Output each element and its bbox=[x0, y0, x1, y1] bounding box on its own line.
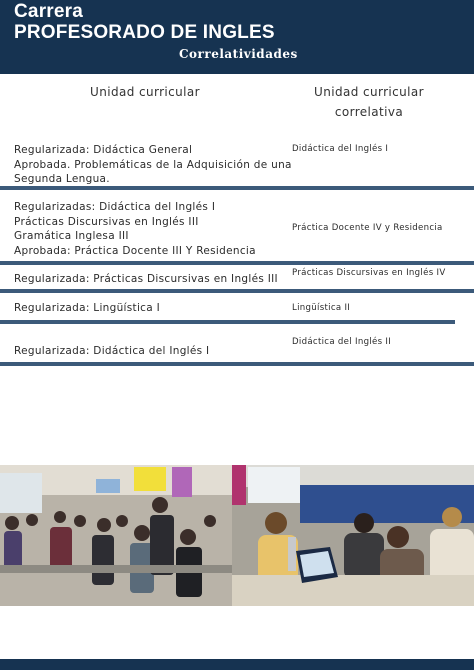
requirement-line: Aprobada: Práctica Docente III Y Residencia bbox=[14, 244, 256, 257]
program-title: PROFESORADO DE INGLES bbox=[14, 22, 275, 43]
requirement-line: Aprobada. Problemáticas de la Adquisición de una bbox=[14, 158, 292, 171]
row-divider bbox=[0, 289, 474, 293]
row-4-requirements bbox=[14, 301, 160, 316]
row-3-subject: Prácticas Discursivas en Inglés IV bbox=[292, 268, 446, 278]
page-header bbox=[0, 0, 474, 74]
requirement-line: Regularizada: Didáctica del Inglés I bbox=[14, 345, 210, 357]
page-subtitle: Correlatividades bbox=[179, 47, 298, 61]
requirement-line: Regularizada: Didáctica General bbox=[14, 144, 193, 156]
requirement-line: Prácticas Discursivas en Inglés III bbox=[14, 215, 199, 228]
row-2-requirements bbox=[14, 200, 256, 258]
requirement-line: Regularizadas: Didáctica del Inglés I bbox=[14, 201, 216, 213]
requirement-line: Regularizada: Prácticas Discursivas en Inglés III bbox=[14, 273, 278, 285]
column-header-correlative-line2: correlativa bbox=[334, 105, 404, 119]
row-divider bbox=[0, 362, 474, 366]
row-2-subject: Práctica Docente IV y Residencia bbox=[292, 223, 443, 233]
row-1-subject: Didáctica del Inglés I bbox=[292, 144, 389, 154]
column-header-unit: Unidad curricular bbox=[90, 85, 200, 99]
row-5-subject: Didáctica del Inglés II bbox=[292, 337, 392, 347]
row-divider bbox=[0, 261, 474, 265]
page-footer-bar bbox=[0, 659, 474, 670]
requirement-line: Gramática Inglesa III bbox=[14, 230, 129, 242]
row-divider bbox=[0, 320, 455, 324]
requirement-line: Segunda Lengua. bbox=[14, 173, 110, 185]
row-4-subject: Lingüística II bbox=[292, 303, 351, 313]
column-header-correlative-line1: Unidad curricular bbox=[314, 85, 424, 99]
row-divider bbox=[0, 186, 474, 190]
requirement-line: Regularizada: Lingüística I bbox=[14, 302, 161, 314]
column-header-correlative bbox=[300, 82, 438, 122]
row-1-requirements bbox=[14, 143, 292, 187]
row-3-requirements bbox=[14, 272, 278, 287]
classroom-photo bbox=[0, 465, 474, 606]
row-5-requirements bbox=[14, 344, 209, 359]
career-label: Carrera bbox=[14, 1, 84, 22]
